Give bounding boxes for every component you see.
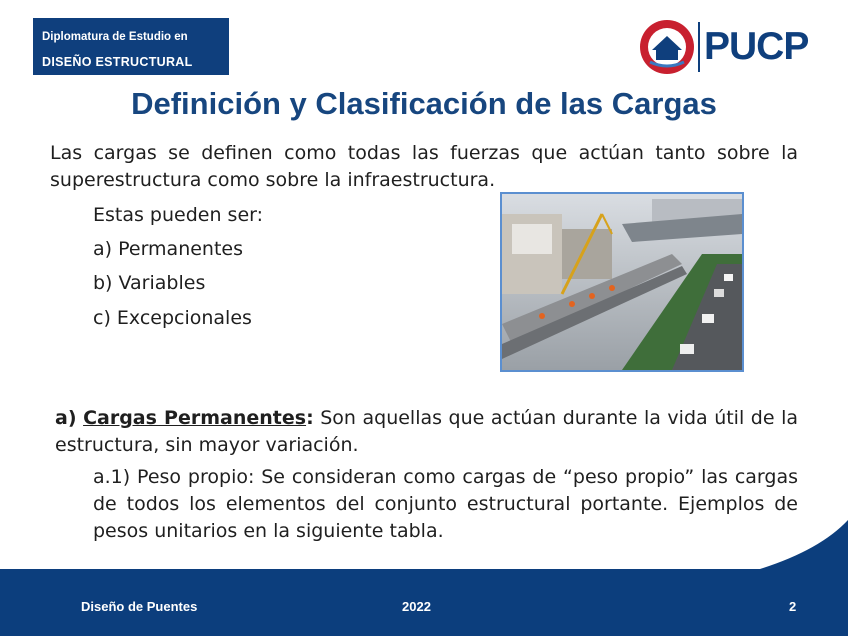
footer-course: Diseño de Puentes xyxy=(81,599,198,614)
slide-title: Definición y Clasificación de las Cargas xyxy=(131,86,717,121)
logo-wordmark: PUCP xyxy=(704,25,809,68)
section-a-prefix: a) xyxy=(55,407,77,429)
pucp-logo xyxy=(638,14,838,80)
list-item-permanentes: a) Permanentes xyxy=(93,238,244,260)
section-a-text: Son aquellas que actúan durante la vida útil de la estructura, sin mayor variación. xyxy=(55,407,798,456)
photo-illustration xyxy=(502,194,742,370)
list-intro: Estas pueden ser: xyxy=(93,204,264,226)
footer-page-number: 2 xyxy=(789,599,797,614)
footer-year: 2022 xyxy=(402,599,431,614)
bridge-construction-photo xyxy=(500,192,744,372)
program-badge xyxy=(33,18,229,75)
section-a-heading: Cargas Permanentes xyxy=(83,407,307,429)
section-a-colon: : xyxy=(306,407,314,429)
pucp-seal-icon xyxy=(638,14,696,80)
badge-line-2: DISEÑO ESTRUCTURAL xyxy=(42,55,193,69)
footer-swoosh xyxy=(0,480,848,580)
badge-line-1: Diplomatura de Estudio en xyxy=(42,31,188,43)
intro-paragraph: Las cargas se definen como todas las fuerzas que actúan tanto sobre la superestructura como sobre la infraestructura. xyxy=(50,142,798,191)
section-a1-paragraph: a.1) Peso propio: Se consideran como cargas de “peso propio” las cargas de todos los elementos del conjunto estructural portante. Ejemplos de pesos unitarios en la siguiente tabla. xyxy=(93,466,798,542)
section-a-paragraph xyxy=(55,405,798,459)
logo-divider xyxy=(698,22,700,72)
list-item-excepcionales: c) Excepcionales xyxy=(93,307,252,329)
list-item-variables: b) Variables xyxy=(93,272,206,294)
footer-bar xyxy=(0,569,848,636)
